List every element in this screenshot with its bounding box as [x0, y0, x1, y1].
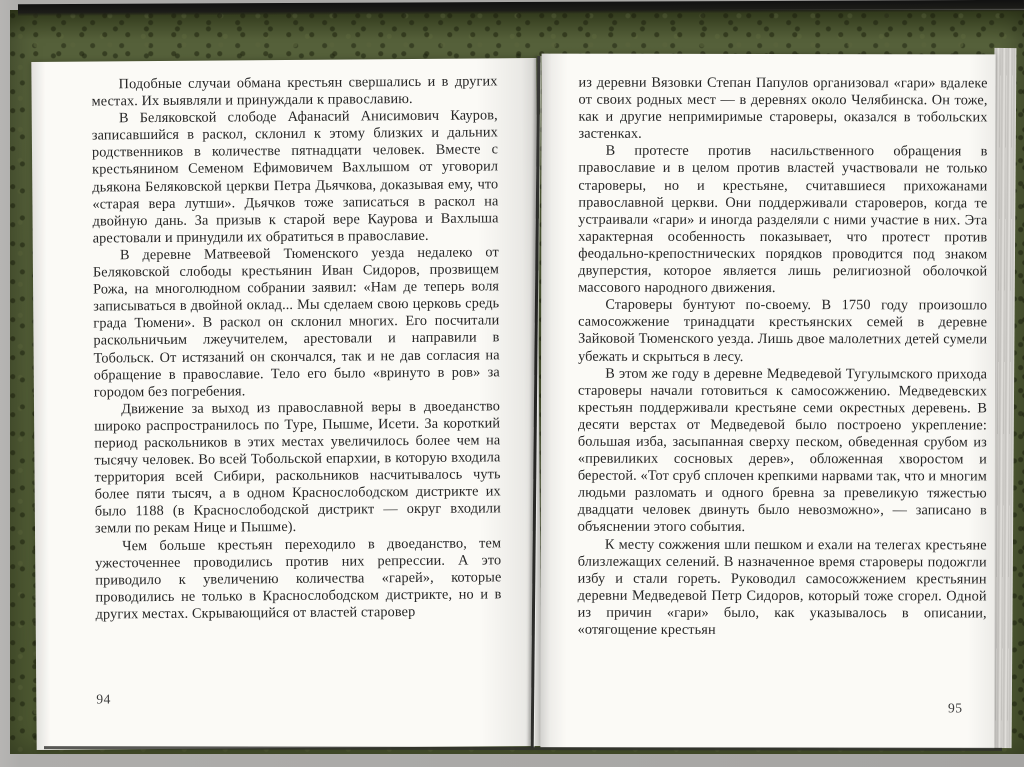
- left-page: [31, 58, 541, 750]
- paragraph: В этом же году в деревне Медведевой Тугулымского прихода староверы начали готовиться к самосожжению. Медведевских крестьян поддерживали крестьяне семи окрестных деревень. В десяти верстах от Медведевой было построено укрепление: большая изба, засыпанная сверху песком, обведенная срубом из «превиликих сосновых дерев», обложенная хворостом и берестой. «Тот сруб сплочен крепкими нарвами так, что и многим людьми разломать и одного бревна за превеликую тяжестью двадцати человек двинуть было невозможно», — записано в объяснении этого события.: [577, 365, 988, 536]
- paragraph: В Беляковской слободе Афанасий Анисимович Кауров, записавшийся в раскол, склонил к этому близких и дальних родственников в количестве пятнадцати человек. Вместе с крестьянином Семеном Ефимовичем Вахлышом от уговорил дьякона Беляковской церкви Петра Дьячкова, доказывая ему, что «старая вера лутши». Дьячков тоже записаться в раскол на двойную дань. За призыв к старой вере Каурова и Вахлыша арестовали и принудили их обратиться в православие.: [91, 107, 499, 247]
- paragraph: Чем больше крестьян переходило в двоеданство, тем ужесточеннее проводились против них репрессии. А это приводило к увеличению количества «гарей», которые проводились не только в Краснослободском дистрикте, но и в других местах. Скрывающийся от властей старовер: [95, 534, 502, 623]
- paragraph: Староверы бунтуют по-своему. В 1750 году произошло самосожжение тринадцати крестьянских семей в деревне Зайковой Тюменского уезда. Лишь двое малолетних детей сумели убежать и скрыться в лесу.: [578, 296, 988, 365]
- page-number-94: 94: [96, 691, 111, 707]
- right-page: [540, 54, 995, 749]
- paragraph: В протесте против насильственного обращения в православие и в целом против властей участвовали не только староверы, но и крестьяне, считавшиеся прихожанами православной церкви. Они поддерживали староверов, когда те устраивали «гари» и иногда разделяли с ними участие в них. Эта характерная особенность показывает, что протест против феодально-крепостнических порядков проводится под знаком двуперстия, которое является лишь религиозной оболочкой массового народного движения.: [578, 143, 988, 297]
- paragraph: Подобные случаи обмана крестьян свершались и в других местах. Их выявляли и принуждали к православию.: [91, 73, 498, 110]
- right-page-text: [578, 75, 988, 640]
- paragraph: В деревне Матвеевой Тюменского уезда недалеко от Беляковской слободы крестьянин Иван Сидоров, прозвищем Рожа, на многолюдном собрании заявил: «Нам де теперь воля записываться в двойной оклад... Мы сделаем свою церковь средь града Тюмени». В раскол он склонил многих. Его посчитали раскольничьим лжеучителем, арестовали и направили в Тобольск. От истязаний он скончался, так и не дав согласия на обращение в православие. Тело его было «вринуто в ров» за городом без погребения.: [92, 244, 500, 401]
- left-page-text: [91, 73, 501, 623]
- paragraph: К месту сожжения шли пешком и ехали на телегах крестьяне близлежащих селений. В назначенное время староверы подожгли избу и стали гореть. Руководил самосожжением крестьянин деревни Медведевой Петр Сидоров, который тоже сгорел. Одной из причин «гари» было, как указывалось в описании, «отягощение крестьян: [577, 536, 987, 638]
- page-number-95: 95: [947, 700, 963, 716]
- paragraph: Движение за выход из православной веры в двоеданство широко распространилось по Туре, Пышме, Исети. За короткий период раскольников в этих местах увеличилось более чем на тысячу человек. Во всей Тобольской епархии, в которую входила территория всей Сибири, раскольников насчитывалось чуть более пяти тысяч, а в одном Краснослободском дистрикте их было 1188 (в Краснослободской дистрикт — округ входили земли по рекам Нице и Пышме).: [94, 398, 501, 537]
- paragraph: из деревни Вязовки Степан Папулов организовал «гари» вдалеке от своих родных мест — в деревнях около Челябинска. Он тоже, как и другие непримиримые староверы, оказался в тобольских застенках.: [578, 74, 988, 143]
